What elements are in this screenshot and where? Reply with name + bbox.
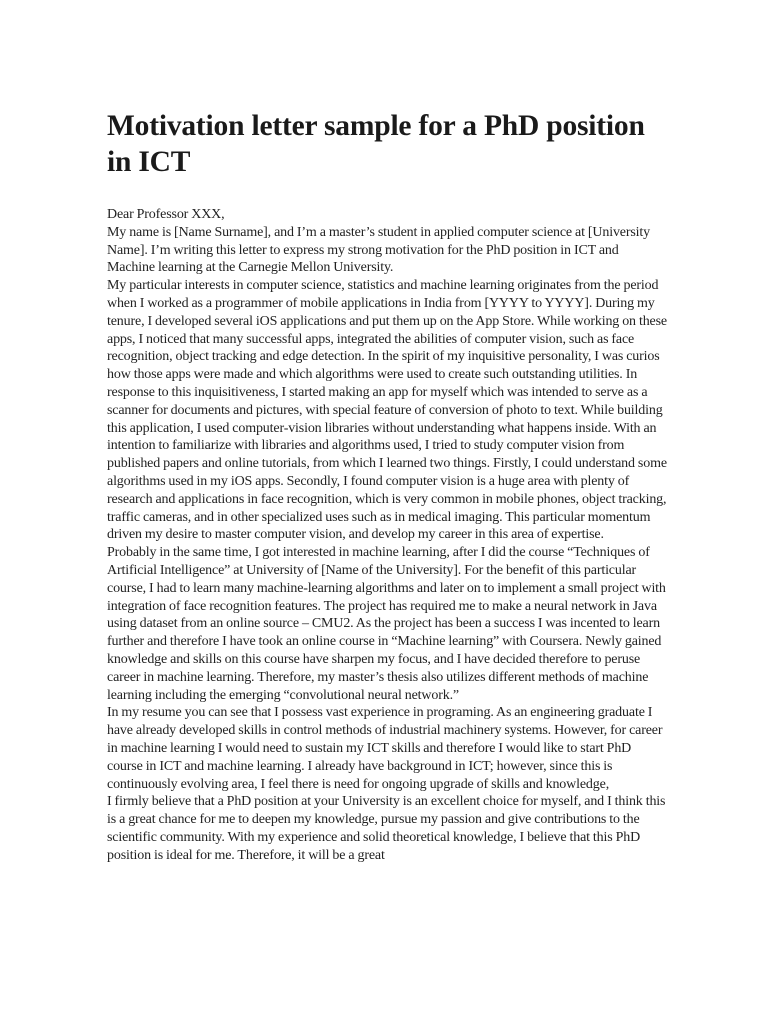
salutation: Dear Professor XXX, — [107, 207, 225, 222]
document-title: Motivation letter sample for a PhD position in ICT — [107, 110, 645, 178]
paragraph-intro: My name is [Name Surname], and I’m a master’s student in applied computer science at [University Name]. I’m writing this letter to express my strong motivation for the PhD position in ICT and Machine learning at the Carnegie Mellon University. — [107, 224, 651, 276]
paragraph-machine-learning: Probably in the same time, I got interested in machine learning, after I did the course “Techniques of Artificial Intelligence” at University of [Name of the University]. For the benefit of this particular course, I had to learn many machine-learning algorithms and later on to implement a small project with integration of face recognition features. The project has required me to make a neural network in Java using dataset from an online source – CMU2. As the project has been a success I was incented to learn further and therefore I have took an online course in “Machine learning” with Coursera. Newly gained knowledge and skills on this course have sharpen my focus, and I have decided therefore to peruse career in machine learning. Therefore, my master’s thesis also utilizes different methods of machine learning including the emerging “convolutional neural network.” — [107, 545, 666, 703]
paragraph-resume: In my resume you can see that I possess vast experience in programing. As an engineering graduate I have already developed skills in control methods of industrial machinery systems. However, for career in machine learning I would need to sustain my ICT skills and therefore I would like to start PhD course in ICT and machine learning. I already have background in ICT; however, since this is continuously evolving area, I feel there is need for ongoing upgrade of skills and knowledge, — [107, 705, 663, 792]
letter-page — [107, 108, 667, 864]
paragraph-conclusion: I firmly believe that a PhD position at your University is an excellent choice for myself, and I think this is a great chance for me to deepen my knowledge, pursue my passion and give contributions to the scientific community. With my experience and solid theoretical knowledge, I believe that this PhD position is ideal for me. Therefore, it will be a great — [107, 794, 666, 863]
paragraph-interests: My particular interests in computer science, statistics and machine learning originates from the period when I worked as a programmer of mobile applications in India from [YYYY to YYYY]. During my tenure, I developed several iOS applications and put them up on the App Store. While working on these apps, I noticed that many successful apps, integrated the abilities of computer vision, such as face recognition, object tracking and edge detection. In the spirit of my inquisitive personality, I was curios how those apps were made and which algorithms were used to create such outstanding utilities. In response to this inquisitiveness, I started making an app for myself which was intended to serve as a scanner for documents and pictures, with special feature of conversion of photo to text. While building this application, I used computer-vision libraries without understanding what happens inside. With an intention to familiarize with libraries and algorithms used, I tried to study computer vision from published papers and online tutorials, from which I learned two things. Firstly, I could understand some algorithms used in my iOS apps. Secondly, I found computer vision is a huge area with plenty of research and applications in face recognition, which is very common in mobile phones, object tracking, traffic cameras, and in other specialized uses such as in medical imaging. This particular momentum driven my desire to master computer vision, and develop my career in this area of expertise. — [107, 278, 667, 543]
